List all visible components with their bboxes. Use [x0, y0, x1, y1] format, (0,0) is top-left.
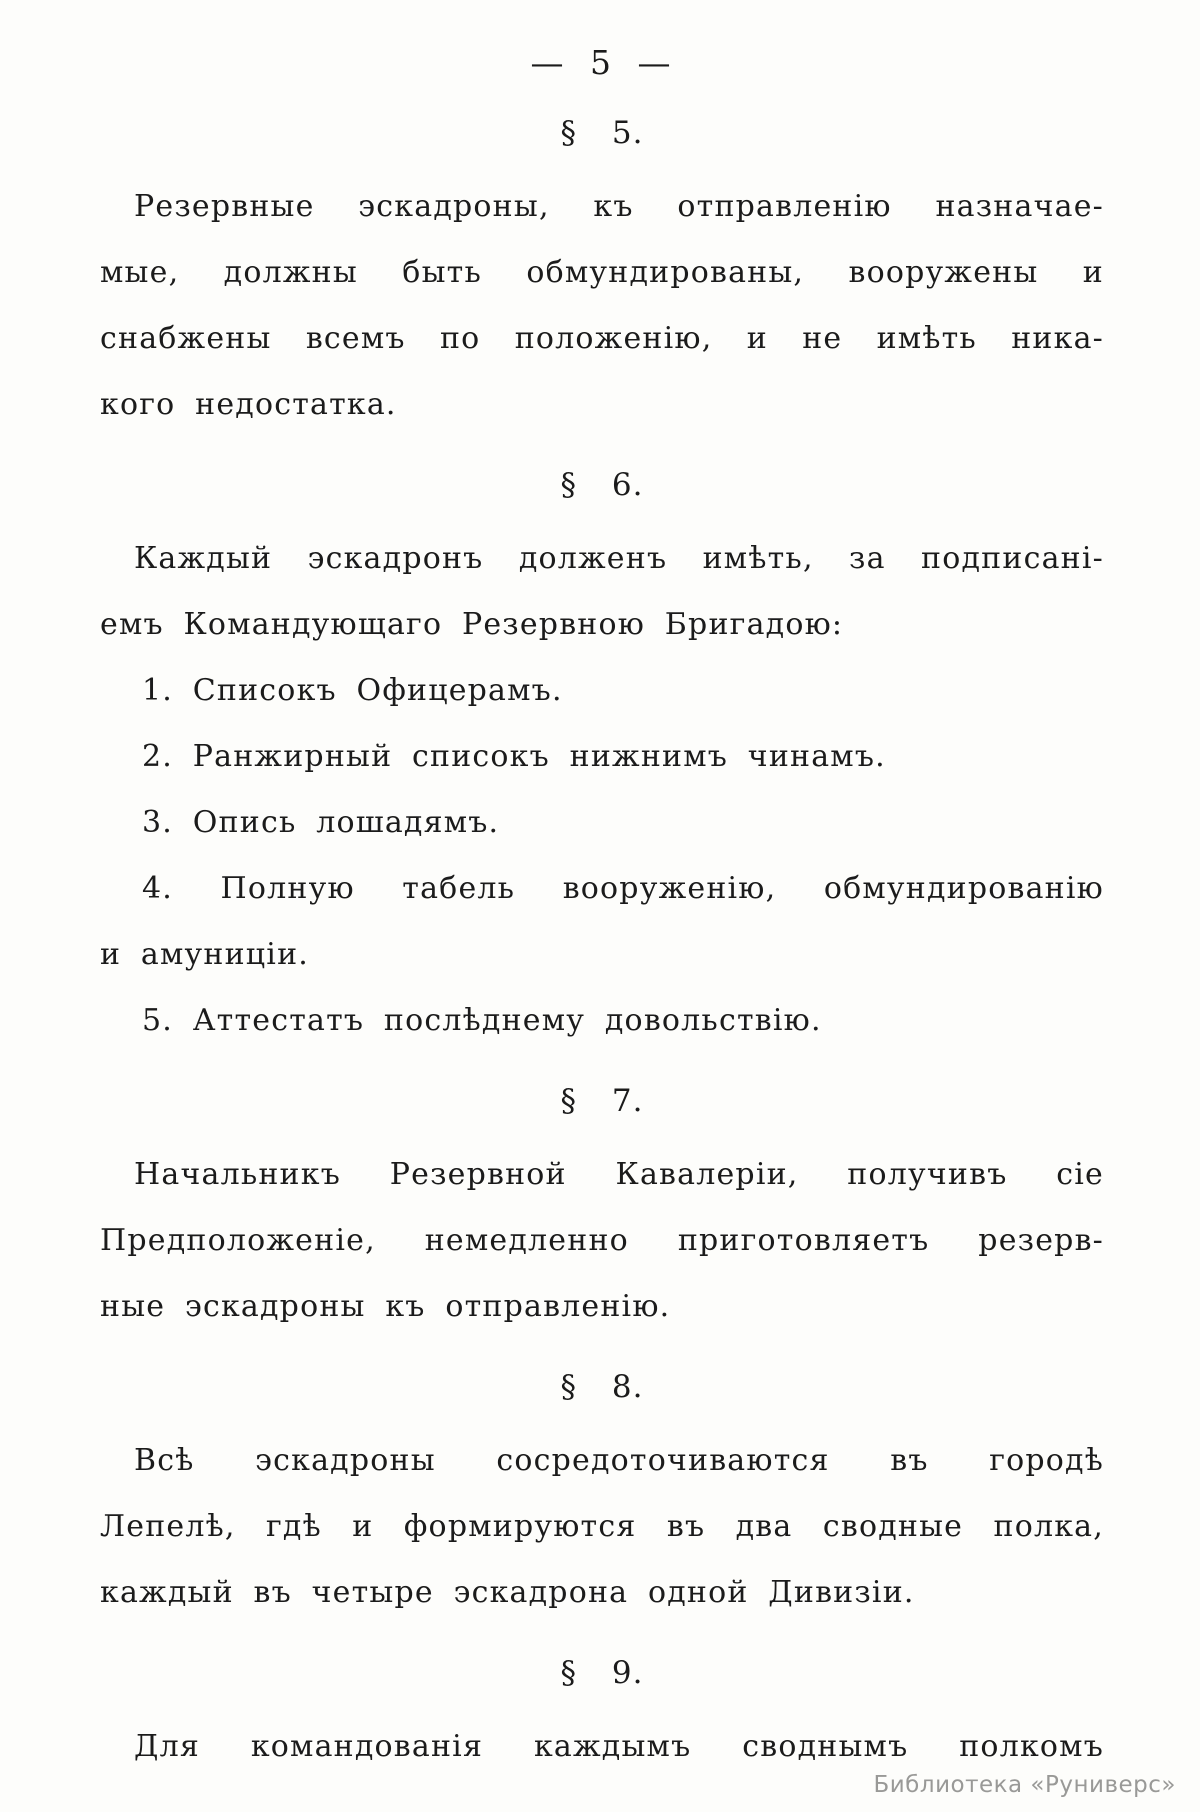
list-item: 2. Ранжирный списокъ нижнимъ чинамъ. [142, 739, 886, 774]
text-line: снабжены всемъ по положенію, и не имѣть ника- [100, 321, 1104, 356]
text-line: Всѣ эскадроны сосредоточиваются въ городѣ [134, 1443, 1104, 1478]
section-8 [100, 1364, 1104, 1626]
text-line: Каждый эскадронъ долженъ имѣть, за подписані- [134, 541, 1104, 576]
text-line: каждый въ четыре эскадрона одной Дивизіи. [100, 1575, 915, 1610]
library-watermark: Библиотека «Руниверс» [873, 1772, 1176, 1798]
section-heading: § 9. [560, 1655, 644, 1691]
text-line: кого недостатка. [100, 387, 397, 422]
text-line: емъ Командующаго Резервною Бригадою: [100, 607, 844, 642]
list-item: 3. Опись лошадямъ. [142, 805, 500, 840]
section-heading: § 6. [560, 467, 644, 503]
text-line: Предположеніе, немедленно приготовляетъ резерв- [100, 1223, 1104, 1258]
text-line: Для командованія каждымъ своднымъ полкомъ [134, 1729, 1104, 1764]
text-line: и амуниціи. [100, 937, 310, 972]
list-item: 5. Аттестатъ послѣднему довольствію. [142, 1003, 822, 1038]
list-item: 1. Списокъ Офицерамъ. [142, 673, 563, 708]
section-heading: § 7. [560, 1083, 644, 1119]
list-item: 4. Полную табель вооруженію, обмундированію [142, 871, 1104, 906]
page-number: — 5 — [530, 43, 674, 82]
text-line: Лепелѣ, гдѣ и формируются въ два сводные полка, [100, 1509, 1104, 1544]
text-line: Начальникъ Резервной Кавалеріи, получивъ сіе [134, 1157, 1104, 1192]
text-line: мые, должны быть обмундированы, вооружены и [100, 255, 1104, 290]
text-line: ные эскадроны къ отправленію. [100, 1289, 671, 1324]
section-5 [100, 110, 1104, 438]
section-7 [100, 1078, 1104, 1340]
section-heading: § 5. [560, 115, 644, 151]
section-6 [100, 462, 1104, 1054]
text-line: Резервные эскадроны, къ отправленію назначае- [134, 189, 1104, 224]
section-9 [100, 1650, 1104, 1780]
section-heading: § 8. [560, 1369, 644, 1405]
